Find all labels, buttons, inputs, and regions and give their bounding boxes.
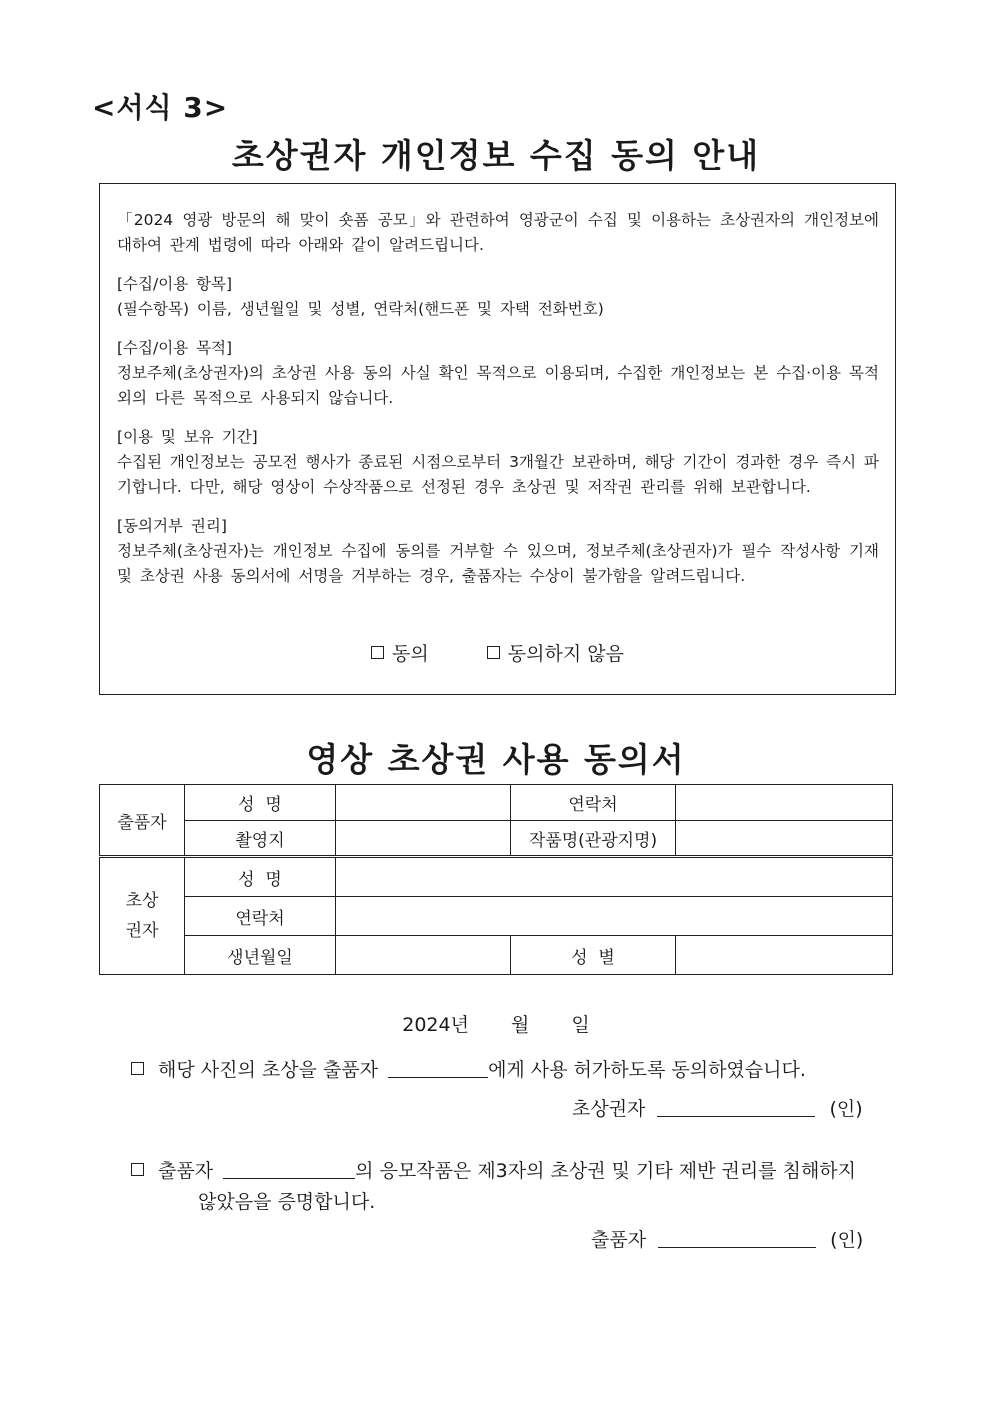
holder-name-field[interactable] xyxy=(336,857,893,897)
signature1-label: 초상권자 xyxy=(572,1098,646,1120)
privacy-notice-box xyxy=(99,183,896,695)
permission-text-before: 해당 사진의 초상을 출품자 xyxy=(158,1059,379,1081)
section-heading-retention: [이용 및 보유 기간] xyxy=(117,428,258,446)
holder-contact-field[interactable] xyxy=(336,897,893,936)
submitter-contact-label: 연락처 xyxy=(511,785,676,821)
signature1-seal: (인) xyxy=(829,1098,863,1120)
statement-permission xyxy=(131,1055,806,1082)
certification-text-line2: 않았음을 증명합니다. xyxy=(198,1191,376,1213)
date-day: 일 xyxy=(571,1014,590,1036)
submitter-name-label: 성 명 xyxy=(185,785,336,821)
section-body-purpose: 정보주체(초상권자)의 초상권 사용 동의 사실 확인 목적으로 이용되며, 수집한 개인정보는 본 수집·이용 목적 외의 다른 목적으로 사용되지 않습니다. xyxy=(117,364,879,407)
submitter-contact-field[interactable] xyxy=(676,785,893,821)
holder-name-label: 성 명 xyxy=(185,857,336,897)
agree-option[interactable] xyxy=(371,639,429,666)
disagree-label: 동의하지 않음 xyxy=(507,643,624,665)
certification-text-before: 출품자 xyxy=(158,1160,214,1182)
statement-certification xyxy=(131,1156,856,1183)
signature2-label: 출품자 xyxy=(591,1229,647,1251)
agreement-options xyxy=(100,639,895,666)
submitter-signature xyxy=(591,1225,863,1252)
submitter-blank[interactable] xyxy=(223,1160,355,1179)
signature2-blank[interactable] xyxy=(658,1229,816,1248)
date-year: 2024년 xyxy=(402,1014,469,1036)
form-number-label: <서식 3> xyxy=(92,91,229,124)
date-line xyxy=(0,1010,992,1037)
date-month: 월 xyxy=(511,1014,530,1036)
section-body-refusal: 정보주체(초상권자)는 개인정보 수집에 동의를 거부할 수 있으며, 정보주체(초상권자)가 필수 작성사항 기재 및 초상권 사용 동의서에 서명을 거부하는 경우, 출품자는 수상이 불가함을 알려드립니다. xyxy=(117,542,879,585)
submitter-name-blank[interactable] xyxy=(388,1059,488,1078)
section-heading-refusal: [동의거부 권리] xyxy=(117,517,227,535)
submitter-name-field[interactable] xyxy=(336,785,511,821)
gender-field[interactable] xyxy=(676,936,893,975)
holder-contact-label: 연락처 xyxy=(185,897,336,936)
notice-title: 초상권자 개인정보 수집 동의 안내 xyxy=(231,136,761,175)
birth-label: 생년월일 xyxy=(185,936,336,975)
portrait-holder-label xyxy=(100,857,185,975)
certification-text-after: 의 응모작품은 제3자의 초상권 및 기타 제반 권리를 침해하지 xyxy=(355,1160,857,1182)
location-label: 촬영지 xyxy=(185,821,336,857)
work-title-field[interactable] xyxy=(676,821,893,857)
birth-field[interactable] xyxy=(336,936,511,975)
consent-title: 영상 초상권 사용 동의서 xyxy=(306,740,686,779)
section-heading-purpose: [수집/이용 목적] xyxy=(117,339,233,357)
section-body-retention: 수집된 개인정보는 공모전 행사가 종료된 시점으로부터 3개월간 보관하며, 해당 기간이 경과한 경우 즉시 파기합니다. 다만, 해당 영상이 수상작품으로 선정된 경우 초상권 및 저작권 관리를 위해 보관합니다. xyxy=(117,453,879,496)
submitter-label: 출품자 xyxy=(100,785,185,857)
disagree-option[interactable] xyxy=(487,639,624,666)
portrait-holder-label-line2: 권자 xyxy=(125,921,159,941)
work-title-label: 작품명(관광지명) xyxy=(511,821,676,857)
gender-label: 성 별 xyxy=(511,936,676,975)
consent-form-table xyxy=(99,784,893,975)
certification-checkbox[interactable] xyxy=(131,1163,144,1176)
section-heading-items: [수집/이용 항목] xyxy=(117,275,233,293)
agree-checkbox[interactable] xyxy=(371,646,384,659)
portrait-holder-signature xyxy=(572,1094,863,1121)
permission-checkbox[interactable] xyxy=(131,1062,144,1075)
disagree-checkbox[interactable] xyxy=(487,646,500,659)
location-field[interactable] xyxy=(336,821,511,857)
notice-intro: 「2024 영광 방문의 해 맞이 숏폼 공모」와 관련하여 영광군이 수집 및 이용하는 초상권자의 개인정보에 대하여 관계 법령에 따라 아래와 같이 알려드립니다. xyxy=(117,211,879,254)
section-body-items: (필수항목) 이름, 생년월일 및 성별, 연락처(핸드폰 및 자택 전화번호) xyxy=(117,300,604,318)
signature2-seal: (인) xyxy=(830,1229,864,1251)
signature1-blank[interactable] xyxy=(657,1098,815,1117)
permission-text-after: 에게 사용 허가하도록 동의하였습니다. xyxy=(488,1059,806,1081)
agree-label: 동의 xyxy=(392,643,429,665)
portrait-holder-label-line1: 초상 xyxy=(125,891,159,911)
